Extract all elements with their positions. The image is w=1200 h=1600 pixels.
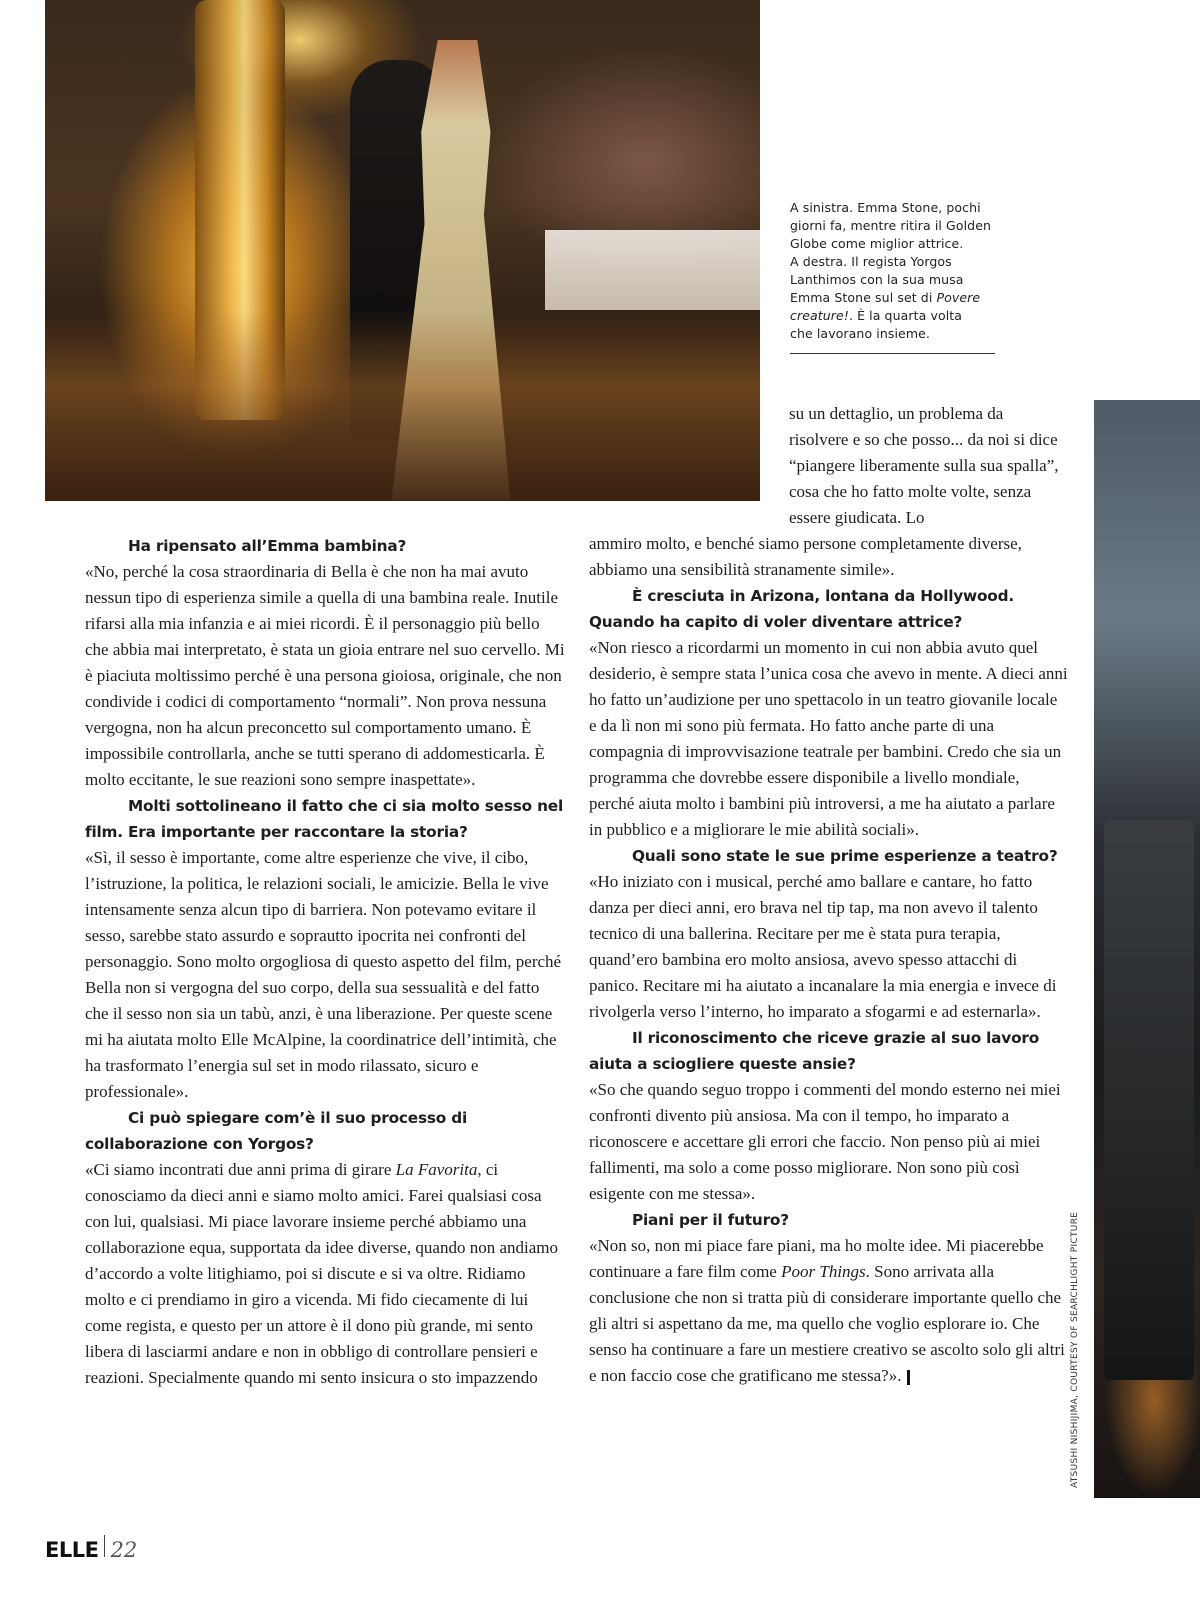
photo-caption xyxy=(790,199,1000,343)
interview-question: Ci può spiegare com’è il suo processo di collaborazione con Yorgos? xyxy=(85,1109,468,1153)
caption-line: A destra. Il regista Yorgos xyxy=(790,254,952,269)
end-of-article-mark xyxy=(907,1370,910,1385)
article-column-right-top xyxy=(789,401,1059,531)
article-column-right xyxy=(589,531,1069,1389)
page-footer xyxy=(45,1535,137,1565)
page-number: 22 xyxy=(110,1538,138,1562)
film-title: La Favorita xyxy=(395,1160,478,1179)
interview-question: Piani per il futuro? xyxy=(632,1211,789,1229)
caption-line: A sinistra. Emma Stone, pochi xyxy=(790,200,981,215)
interview-question: Quali sono state le sue prime esperienze a teatro? xyxy=(632,847,1058,865)
answer-text: «Ci siamo incontrati due anni prima di girare xyxy=(85,1160,396,1179)
caption-line xyxy=(790,307,1000,325)
caption-line: Lanthimos con la sua musa xyxy=(790,272,964,287)
reflective-floor xyxy=(45,311,760,501)
interview-answer: «Ho iniziato con i musical, perché amo ballare e cantare, ho fatto danza per dieci anni, ero brava nel tip tap, ma non avevo il talento tecnico di una ballerina. Recitare per me è stata pura terapia, quand’ero bambina ero molto ansiosa, avevo spesso attacchi di panico. Recitare mi ha aiutato a incanalare la mia energia e invece di rivolgerla verso l’interno, ho imparato a sfogarmi e ad esternarla». xyxy=(589,872,1057,1021)
interview-question: Ha ripensato all’Emma bambina? xyxy=(128,537,407,555)
caption-line xyxy=(790,289,1000,307)
caption-line: Globe come miglior attrice. xyxy=(790,236,964,251)
interview-answer: «Non riesco a ricordarmi un momento in cui non abbia avuto quel desiderio, è sempre stata l’unica cosa che avevo in mente. A dieci anni ho fatto un’audizione per uno spettacolo in un teatro giovanile locale e da lì non mi sono più fermata. Ho fatto anche parte di una compagnia di improvvisazione teatrale per bambini. Credo che sia un programma che dovrebbe essere disponibile a livello mondiale, perché aiuta molto i bambini più introversi, a me ha aiutato a parlare in pubblico e a migliorare le mie abilità sociali». xyxy=(589,638,1068,839)
interview-answer xyxy=(85,1157,565,1391)
caption-line: giorni fa, mentre ritira il Golden xyxy=(790,218,992,233)
interview-question: Il riconoscimento che riceve grazie al suo lavoro aiuta a sciogliere queste ansie? xyxy=(589,1029,1040,1073)
answer-text: , ci conosciamo da dieci anni e siamo molto amici. Farei qualsiasi cosa con lui, qualsiasi. Mi piace lavorare insieme perché abbiamo una collaborazione equa, supportata da idee diverse, quando non andiamo d’accordo a volte litighiamo, poi si discute e si va oltre. Ridiamo molto e ci prendiamo in giro a vicenda. Mi fido ciecamente di lui come regista, e questo per un attore è il dono più grande, mi sento libera di lasciarmi andare e non in obbligo di controllare pensieri e reazioni. Specialmente quando mi sento insicura o sto impazzendo xyxy=(85,1160,558,1387)
interview-question: È cresciuta in Arizona, lontana da Hollywood. Quando ha capito di voler diventare attrice? xyxy=(589,587,1014,631)
caption-film-title: creature! xyxy=(790,308,849,323)
footer-divider xyxy=(104,1535,105,1557)
interview-answer: ammiro molto, e benché siamo persone completamente diverse, abbiamo una sensibilità stranamente simile». xyxy=(589,534,1022,579)
interview-question: Molti sottolineano il fatto che ci sia molto sesso nel film. Era importante per raccontare la storia? xyxy=(85,797,564,841)
interview-answer xyxy=(589,1233,1069,1389)
caption-text: Emma Stone sul set di xyxy=(790,290,937,305)
interview-answer: «No, perché la cosa straordinaria di Bella è che non ha mai avuto nessun tipo di esperienza simile a quella di una bambina reale. Inutile rifarsi alla mia infanzia e ai miei ricordi. È il personaggio più bello che abbia mai interpretato, è stata un gioia entrare nel suo cervello. Mi è piaciuta moltissimo perché è una persona gioiosa, originale, che non condivide i codici di comportamento “normali”. Non prova nessuna vergogna, non ha alcun preconcetto sul comportamento umano. È impossibile controllarla, anche se tutti sperano di addomesticarla. È molto eccitante, le sue reazioni sono sempre inaspettate». xyxy=(85,562,565,789)
caption-text: . È la quarta volta xyxy=(848,308,963,323)
photo-credit: ATSUSHI NISHIJIMA, COURTESY OF SEARCHLIGHT PICTURE xyxy=(1070,1211,1080,1488)
magazine-logo: ELLE xyxy=(45,1538,99,1562)
film-title: Poor Things xyxy=(781,1262,866,1281)
golden-globe-photo xyxy=(45,0,760,501)
caption-line: che lavorano insieme. xyxy=(790,326,930,341)
caption-film-title: Povere xyxy=(936,290,981,305)
caption-divider xyxy=(790,353,995,354)
film-set-photo xyxy=(1094,400,1200,1498)
interview-answer: «So che quando seguo troppo i commenti del mondo esterno nei miei confronti divento più ansiosa. Ma con il tempo, ho imparato a riconoscere e accettare gli errori che faccio. Non penso più ai miei fallimenti, ma solo a come posso migliorare. Non sono più così esigente con me stessa». xyxy=(589,1080,1061,1203)
camera-rig xyxy=(1104,820,1194,1380)
interview-answer: su un dettaglio, un problema da risolvere e so che posso... da noi si dice “piangere liberamente sulla sua spalla”, cosa che ho fatto molte volte, senza essere giudicata. Lo xyxy=(789,404,1059,527)
interview-answer: «Sì, il sesso è importante, come altre esperienze che vive, il cibo, l’istruzione, la politica, le relazioni sociali, le amicizie. Bella le vive intensamente senza alcun tipo di barriera. Non potevamo evitare il sesso, sarebbe stato assurdo e soprautto ipocrita nei confronti del personaggio. Sono molto orgogliosa di questo aspetto del film, perché Bella non si vergogna del suo corpo, della sua sessualità e del fatto che il sesso non sia un tabù, anzi, è una liberazione. Per queste scene mi ha aiutata molto Elle McAlpine, la coordinatrice dell’intimità, che ha trasformato l’energia sul set in modo rilassato, sicuro e professionale». xyxy=(85,848,562,1101)
article-column-left xyxy=(85,533,565,1391)
answer-text: . Sono arrivata alla conclusione che non si tratta più di considerare importante quello che gli altri si aspettano da me, ma quello che voglio esplorare io. Che senso ha continuare a fare un mestiere creativo se ascolto solo gli altri e non faccio cose che gratificano me stessa?». xyxy=(589,1262,1065,1385)
background-screen xyxy=(545,230,760,310)
answer-text: «Non so, non mi piace fare piani, ma ho molte idee. Mi piacerebbe continuare a fare film come xyxy=(589,1236,1044,1281)
